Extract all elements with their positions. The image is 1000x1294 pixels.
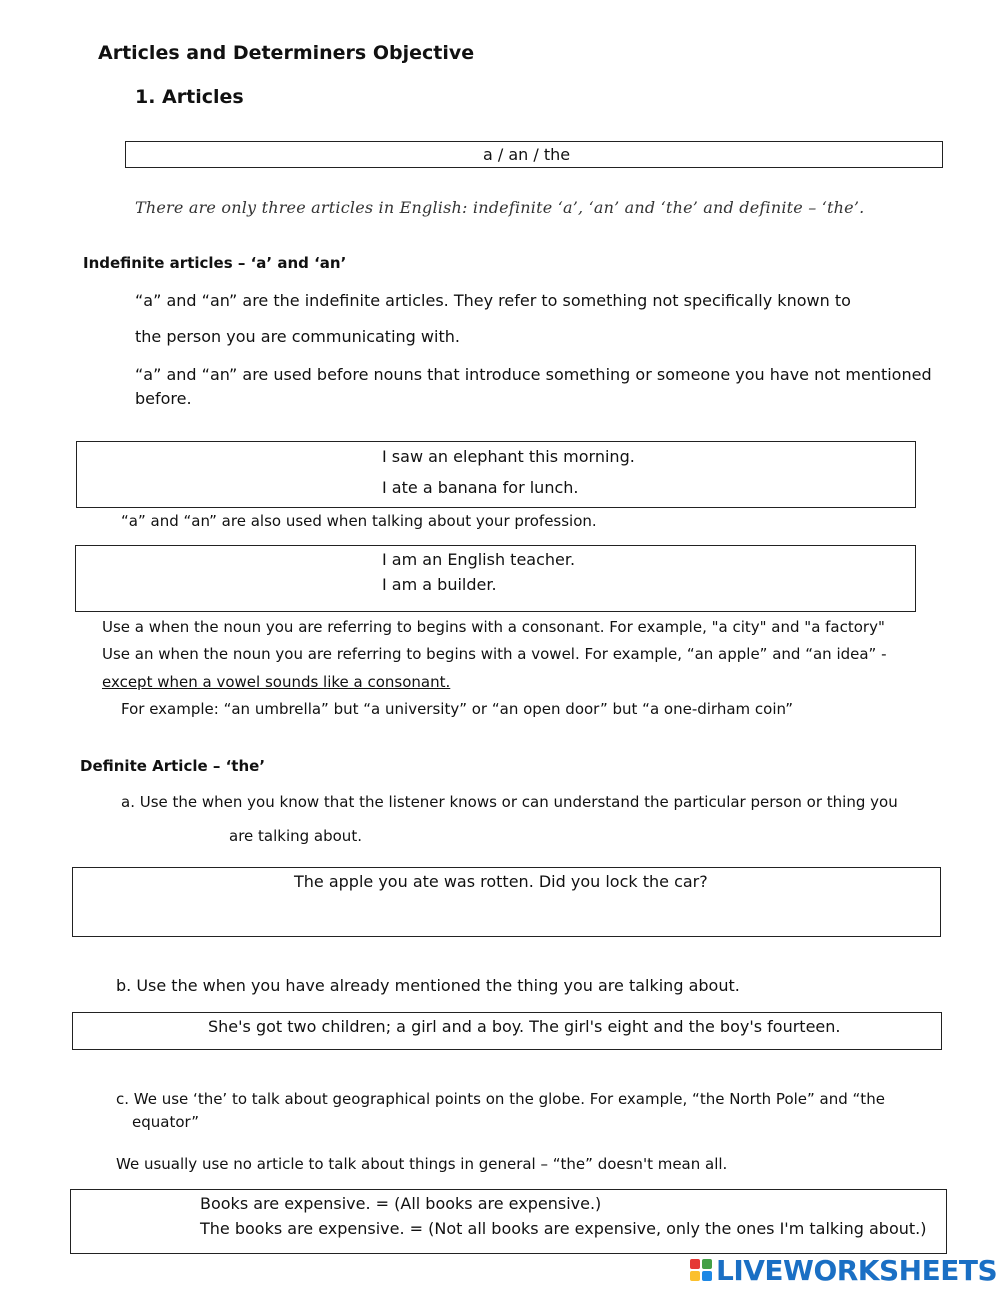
indefinite-p2-line1: “a” and “an” are used before nouns that introduce something or someone you have not mentioned [135, 365, 932, 384]
definite-c-line2: equator” [132, 1113, 200, 1131]
example-line: She's got two children; a girl and a boy. The girl's eight and the boy's fourteen. [208, 1017, 841, 1036]
articles-box-text: a / an / the [483, 145, 571, 164]
logo-square [690, 1271, 700, 1281]
example-line: I saw an elephant this morning. [382, 447, 635, 466]
definite-c-line1: c. We use ‘the’ to talk about geographical points on the globe. For example, “the North Pole” and “the [116, 1090, 885, 1108]
example-box-1 [76, 441, 916, 508]
example-box-3 [72, 867, 941, 937]
example-line: I ate a banana for lunch. [382, 478, 579, 497]
rule-example: For example: “an umbrella” but “a university” or “an open door” but “a one-dirham coin” [121, 700, 793, 718]
definite-b-text: b. Use the when you have already mentioned the thing you are talking about. [116, 976, 740, 995]
example-line: The apple you ate was rotten. Did you lock the car? [294, 872, 708, 891]
example-line: The books are expensive. = (Not all books are expensive, only the ones I'm talking about.) [200, 1219, 927, 1238]
page-title: Articles and Determiners Objective [98, 42, 475, 64]
intro-text: There are only three articles in English: indefinite ‘a’, ‘an’ and ‘the’ and definite – ‘the’. [135, 198, 865, 217]
example-line: I am a builder. [382, 575, 497, 594]
definite-heading: Definite Article – ‘the’ [80, 757, 266, 775]
logo-square [702, 1259, 712, 1269]
example-box-4 [72, 1012, 942, 1050]
definite-a-line1: a. Use the when you know that the listener knows or can understand the particular person or thing you [121, 793, 898, 811]
profession-text: “a” and “an” are also used when talking about your profession. [121, 512, 597, 530]
section-heading-articles: 1. Articles [135, 86, 244, 108]
indefinite-p1-line1: “a” and “an” are the indefinite articles. They refer to something not specifically known to [135, 291, 851, 310]
indefinite-p2-line2: before. [135, 389, 192, 408]
general-text: We usually use no article to talk about things in general – “the” doesn't mean all. [116, 1155, 728, 1173]
example-line: Books are expensive. = (All books are expensive.) [200, 1194, 602, 1213]
rule-a: Use a when the noun you are referring to begins with a consonant. For example, "a city" and "a factory" [102, 618, 885, 636]
example-box-5 [70, 1189, 947, 1254]
example-box-2 [75, 545, 916, 612]
articles-box [125, 141, 943, 168]
rule-exception: except when a vowel sounds like a consonant. [102, 673, 451, 691]
logo-text: LIVEWORKSHEETS [716, 1253, 998, 1287]
definite-a-line2: are talking about. [229, 827, 362, 845]
indefinite-heading: Indefinite articles – ‘a’ and ‘an’ [83, 254, 347, 272]
example-line: I am an English teacher. [382, 550, 576, 569]
indefinite-p1-line2: the person you are communicating with. [135, 327, 460, 346]
logo-square [702, 1271, 712, 1281]
logo-square [690, 1259, 700, 1269]
rule-an: Use an when the noun you are referring to begins with a vowel. For example, “an apple” and “an idea” - [102, 645, 887, 663]
logo-icon [690, 1259, 712, 1281]
liveworksheets-logo [690, 1253, 997, 1287]
